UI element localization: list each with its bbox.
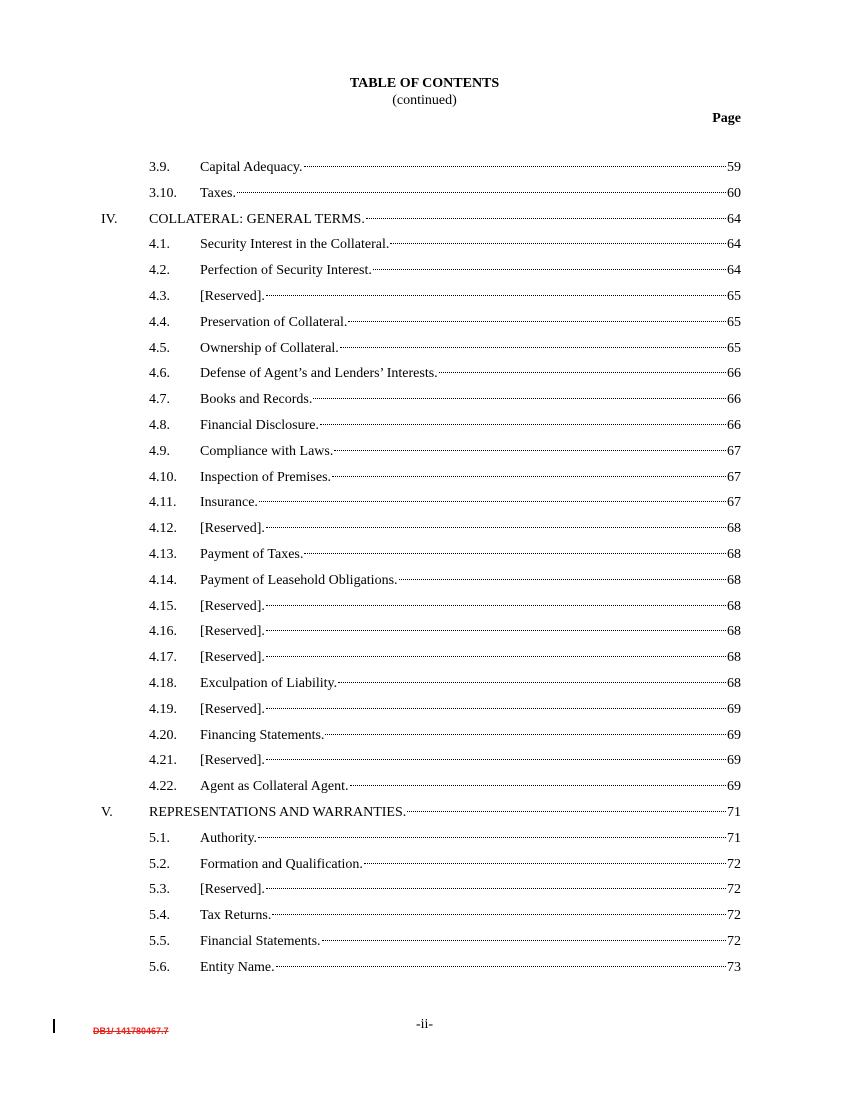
toc-entry-title: Insurance.: [200, 495, 258, 511]
dot-leader: [266, 605, 726, 606]
toc-entry-number: 4.21.: [149, 753, 177, 769]
toc-entry-title: Taxes.: [200, 185, 236, 201]
toc-entry-number: 4.7.: [149, 392, 170, 408]
toc-entry-number: 5.3.: [149, 882, 170, 898]
toc-entry-page: 69: [727, 727, 741, 743]
dot-leader: [237, 192, 726, 193]
toc-entry-title: [Reserved].: [200, 521, 265, 537]
toc-entry-title: Security Interest in the Collateral.: [200, 237, 390, 253]
toc-entry-title: Exculpation of Liability.: [200, 675, 338, 691]
toc-entry-line: [200, 519, 741, 539]
toc-entry[interactable]: [0, 261, 849, 287]
toc-entry-line: [200, 777, 741, 797]
toc-entry-number: 5.6.: [149, 959, 170, 975]
toc-entry[interactable]: [0, 674, 849, 700]
toc-entry-page: 66: [727, 392, 741, 408]
dot-leader: [373, 269, 726, 270]
toc-entry-line: [200, 932, 741, 952]
toc-entry-title: Financial Disclosure.: [200, 417, 319, 433]
dot-leader: [320, 424, 726, 425]
toc-list: [0, 158, 849, 984]
toc-entry-title: Agent as Collateral Agent.: [200, 779, 349, 795]
toc-entry[interactable]: [0, 158, 849, 184]
dot-leader: [304, 553, 726, 554]
dot-leader: [332, 476, 726, 477]
toc-entry-page: 68: [727, 572, 741, 588]
toc-entry[interactable]: [0, 571, 849, 597]
toc-entry-line: [200, 700, 741, 720]
toc-entry-line: [200, 855, 741, 875]
dot-leader: [366, 218, 726, 219]
toc-entry-title: [Reserved].: [200, 288, 265, 304]
toc-entry[interactable]: [0, 416, 849, 442]
toc-entry-line: [200, 906, 741, 926]
toc-entry-title: REPRESENTATIONS AND WARRANTIES.: [149, 804, 407, 820]
toc-entry-number: 5.1.: [149, 830, 170, 846]
toc-entry[interactable]: [0, 390, 849, 416]
toc-entry[interactable]: [0, 597, 849, 623]
toc-entry-title: Financing Statements.: [200, 727, 325, 743]
toc-entry-number: 4.20.: [149, 727, 177, 743]
dot-leader: [266, 759, 726, 760]
toc-entry-line: [200, 880, 741, 900]
toc-entry-page: 68: [727, 598, 741, 614]
toc-entry-title: Entity Name.: [200, 959, 275, 975]
toc-entry-page: 69: [727, 753, 741, 769]
toc-entry-line: [200, 364, 741, 384]
toc-entry-page: 69: [727, 779, 741, 795]
toc-entry-line: [200, 416, 741, 436]
dot-leader: [407, 811, 726, 812]
toc-entry-page: 68: [727, 546, 741, 562]
toc-entry-line: [200, 674, 741, 694]
dot-leader: [350, 785, 726, 786]
toc-entry[interactable]: [0, 364, 849, 390]
toc-entry-line: [200, 313, 741, 333]
toc-entry-line: [200, 648, 741, 668]
toc-entry-number: 4.17.: [149, 650, 177, 666]
toc-entry-page: 72: [727, 933, 741, 949]
toc-entry-page: 68: [727, 675, 741, 691]
dot-leader: [258, 837, 726, 838]
toc-entry[interactable]: [0, 648, 849, 674]
toc-entry-page: 67: [727, 495, 741, 511]
toc-entry-line: [200, 235, 741, 255]
toc-entry[interactable]: [0, 803, 849, 829]
toc-entry-page: 60: [727, 185, 741, 201]
dot-leader: [259, 501, 726, 502]
toc-entry-title: Inspection of Premises.: [200, 469, 332, 485]
toc-entry[interactable]: [0, 700, 849, 726]
toc-entry[interactable]: [0, 726, 849, 752]
toc-title: TABLE OF CONTENTS: [349, 76, 500, 91]
toc-entry-number: 4.2.: [149, 263, 170, 279]
toc-entry-page: 72: [727, 856, 741, 872]
dot-leader: [348, 321, 726, 322]
toc-entry-line: [200, 493, 741, 513]
dot-leader: [325, 734, 726, 735]
toc-entry-page: 68: [727, 521, 741, 537]
toc-entry-line: [200, 158, 741, 178]
toc-entry-title: [Reserved].: [200, 598, 265, 614]
dot-leader: [276, 966, 726, 967]
toc-entry-number: 4.6.: [149, 366, 170, 382]
toc-entry-page: 69: [727, 701, 741, 717]
toc-entry-line: [200, 726, 741, 746]
toc-entry-title: Formation and Qualification.: [200, 856, 363, 872]
toc-entry-number: 4.10.: [149, 469, 177, 485]
toc-entry-line: [200, 442, 741, 462]
toc-entry[interactable]: [0, 235, 849, 261]
toc-entry-number: 5.5.: [149, 933, 170, 949]
toc-entry-line: [200, 287, 741, 307]
toc-entry-line: [200, 622, 741, 642]
dot-leader: [334, 450, 726, 451]
toc-entry-number: V.: [101, 804, 113, 820]
toc-entry[interactable]: [0, 622, 849, 648]
toc-entry-line: [200, 571, 741, 591]
toc-entry-title: Payment of Taxes.: [200, 546, 304, 562]
dot-leader: [364, 863, 726, 864]
toc-entry-number: 3.10.: [149, 185, 177, 201]
toc-entry-page: 67: [727, 443, 741, 459]
dot-leader: [340, 347, 726, 348]
toc-entry-line: [200, 958, 741, 978]
toc-entry[interactable]: [0, 493, 849, 519]
toc-entry[interactable]: [0, 906, 849, 932]
toc-entry-page: 67: [727, 469, 741, 485]
dot-leader: [266, 888, 726, 889]
toc-entry-title: Defense of Agent’s and Lenders’ Interests.: [200, 366, 438, 382]
toc-entry-line: [149, 803, 741, 823]
toc-entry[interactable]: [0, 855, 849, 881]
toc-entry-page: 68: [727, 624, 741, 640]
dot-leader: [266, 708, 726, 709]
toc-entry-page: 68: [727, 650, 741, 666]
footer-page-number: -ii-: [415, 1017, 434, 1032]
toc-entry-line: [200, 597, 741, 617]
toc-entry-title: [Reserved].: [200, 882, 265, 898]
toc-entry-line: [200, 390, 741, 410]
toc-entry-page: 65: [727, 288, 741, 304]
toc-entry-page: 59: [727, 160, 741, 175]
dot-leader: [272, 914, 726, 915]
toc-entry-page: 64: [727, 263, 741, 279]
toc-entry[interactable]: [0, 545, 849, 571]
toc-entry-number: 4.5.: [149, 340, 170, 356]
toc-entry-number: 4.1.: [149, 237, 170, 253]
toc-entry-page: 64: [727, 211, 741, 227]
toc-entry[interactable]: [0, 777, 849, 803]
revision-bar: [53, 1019, 55, 1033]
toc-entry-page: 72: [727, 882, 741, 898]
dot-leader: [266, 295, 726, 296]
toc-entry-number: 5.2.: [149, 856, 170, 872]
toc-entry[interactable]: [0, 932, 849, 958]
toc-entry-title: Ownership of Collateral.: [200, 340, 339, 356]
dot-leader: [399, 579, 726, 580]
toc-entry-title: Tax Returns.: [200, 908, 272, 924]
toc-entry-page: 65: [727, 340, 741, 356]
toc-entry-line: [149, 210, 741, 230]
toc-entry-line: [200, 468, 741, 488]
toc-entry-title: Preservation of Collateral.: [200, 314, 348, 330]
toc-entry-number: 4.3.: [149, 288, 170, 304]
toc-entry-line: [200, 829, 741, 849]
toc-entry-number: 4.12.: [149, 521, 177, 537]
toc-entry[interactable]: [0, 829, 849, 855]
toc-entry-line: [200, 184, 741, 204]
toc-entry[interactable]: [0, 339, 849, 365]
toc-entry-number: 4.13.: [149, 546, 177, 562]
toc-entry-number: 4.19.: [149, 701, 177, 717]
toc-entry-page: 66: [727, 366, 741, 382]
toc-entry-line: [200, 261, 741, 281]
toc-entry-number: 4.16.: [149, 624, 177, 640]
toc-entry-title: Books and Records.: [200, 392, 313, 408]
toc-entry-title: [Reserved].: [200, 701, 265, 717]
toc-entry-title: [Reserved].: [200, 624, 265, 640]
toc-entry-title: [Reserved].: [200, 753, 265, 769]
toc-entry[interactable]: [0, 442, 849, 468]
dot-leader: [266, 656, 726, 657]
toc-entry-number: 4.18.: [149, 675, 177, 691]
dot-leader: [313, 398, 726, 399]
toc-entry-number: 5.4.: [149, 908, 170, 924]
toc-entry-title: [Reserved].: [200, 650, 265, 666]
toc-entry-title: Compliance with Laws.: [200, 443, 334, 459]
toc-entry[interactable]: [0, 210, 849, 236]
toc-entry-number: 4.14.: [149, 572, 177, 588]
toc-entry-title: Capital Adequacy.: [200, 160, 303, 175]
toc-entry[interactable]: [0, 184, 849, 210]
toc-entry-page: 64: [727, 237, 741, 253]
dot-leader: [439, 372, 726, 373]
toc-entry-number: 4.4.: [149, 314, 170, 330]
toc-entry[interactable]: [0, 751, 849, 777]
toc-entry[interactable]: [0, 519, 849, 545]
dot-leader: [304, 166, 726, 167]
toc-entry[interactable]: [0, 958, 849, 984]
toc-entry-number: 4.8.: [149, 417, 170, 433]
toc-subtitle: (continued): [392, 93, 457, 108]
page-column-heading: Page: [712, 111, 741, 126]
toc-entry-page: 65: [727, 314, 741, 330]
toc-entry[interactable]: [0, 287, 849, 313]
toc-entry-number: 4.11.: [149, 495, 177, 511]
toc-entry-line: [200, 339, 741, 359]
toc-entry-number: 3.9.: [149, 160, 170, 175]
toc-entry[interactable]: [0, 468, 849, 494]
toc-entry-title: COLLATERAL: GENERAL TERMS.: [149, 211, 365, 227]
document-id: DB1/ 141780467.7: [93, 1026, 169, 1036]
toc-entry-page: 71: [727, 804, 741, 820]
toc-entry-number: 4.9.: [149, 443, 170, 459]
dot-leader: [390, 243, 726, 244]
toc-entry-number: 4.22.: [149, 779, 177, 795]
toc-entry-number: 4.15.: [149, 598, 177, 614]
toc-entry[interactable]: [0, 313, 849, 339]
toc-entry-number: IV.: [101, 211, 118, 227]
toc-entry-page: 71: [727, 830, 741, 846]
toc-entry-page: 66: [727, 417, 741, 433]
dot-leader: [322, 940, 726, 941]
toc-entry-title: Perfection of Security Interest.: [200, 263, 372, 279]
toc-entry-page: 72: [727, 908, 741, 924]
toc-entry[interactable]: [0, 880, 849, 906]
toc-entry-line: [200, 751, 741, 771]
toc-entry-title: Payment of Leasehold Obligations.: [200, 572, 398, 588]
toc-entry-page: 73: [727, 959, 741, 975]
toc-entry-title: Financial Statements.: [200, 933, 321, 949]
toc-entry-line: [200, 545, 741, 565]
toc-entry-title: Authority.: [200, 830, 258, 846]
dot-leader: [338, 682, 726, 683]
dot-leader: [266, 630, 726, 631]
dot-leader: [266, 527, 726, 528]
